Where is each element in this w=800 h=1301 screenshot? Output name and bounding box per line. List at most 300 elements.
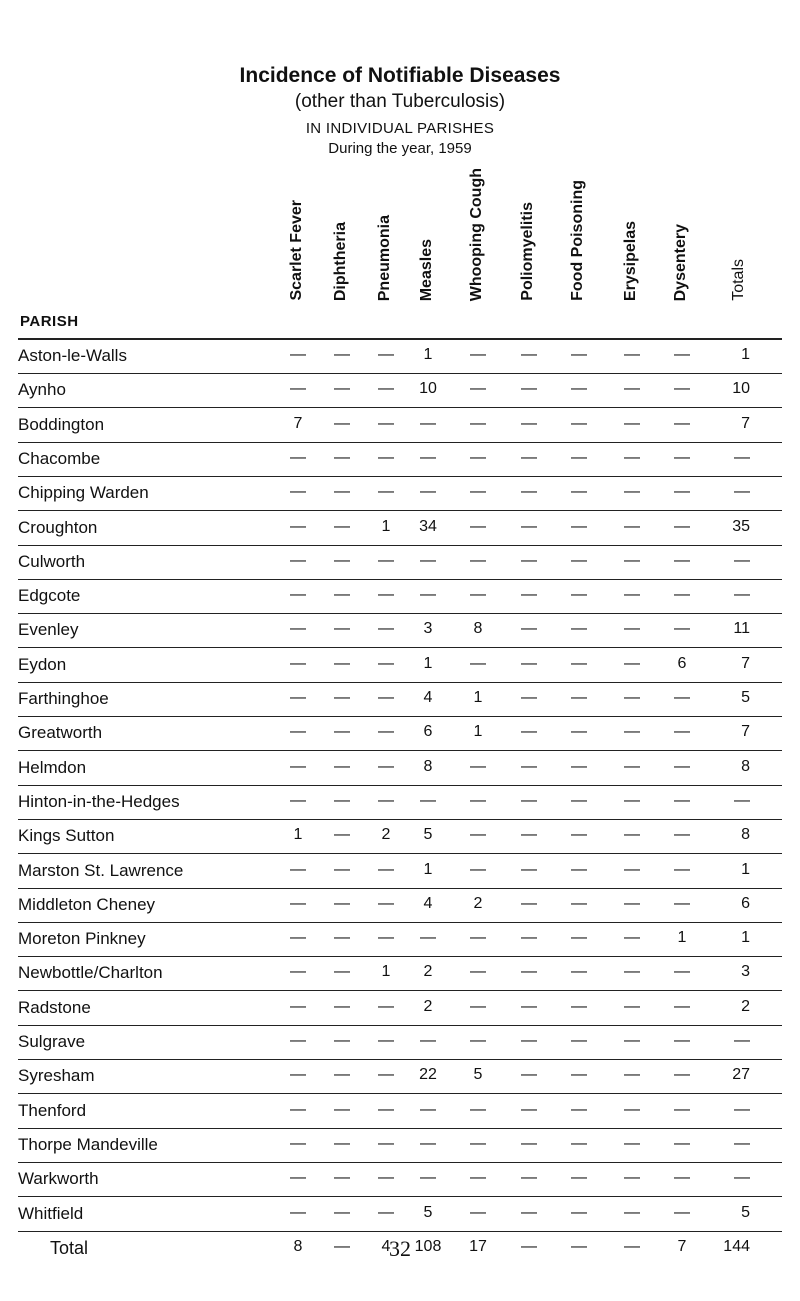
value-cell: — [334,791,350,809]
table-row [0,683,800,717]
value-cell: 1 [423,654,433,672]
value-cell: — [470,346,486,363]
period-heading: During the year, 1959 [328,140,472,157]
value-cell: — [521,1169,537,1187]
row-total-cell: — [734,1032,750,1049]
value-cell: — [571,894,587,912]
parish-column-header: PARISH [20,313,79,330]
row-total-cell: 11 [733,620,750,638]
value-cell: — [290,791,306,809]
row-total-cell: 27 [732,1066,750,1084]
value-cell: — [378,860,394,878]
value-cell: — [334,414,350,432]
value-cell: 1 [473,689,483,706]
parish-name: Kings Sutton [18,826,115,846]
parish-name: Marston St. Lawrence [18,860,184,880]
value-cell: — [624,1032,640,1049]
value-cell: — [334,654,350,672]
value-cell: — [624,620,640,638]
value-cell: — [624,929,640,947]
parish-name: Thorpe Mandeville [18,1134,158,1154]
value-cell: — [378,929,394,947]
table-row [0,889,800,923]
value-cell: — [470,414,486,432]
parish-name: Greatworth [18,723,103,743]
value-cell: 1 [423,860,433,878]
value-cell: — [624,791,640,809]
table-row [0,340,800,374]
value-cell: 22 [419,1066,437,1084]
table-row [0,752,800,786]
value-cell: — [334,586,350,604]
value-cell: — [470,997,486,1015]
value-cell: — [334,448,350,466]
table-row [0,614,800,648]
value-cell: — [470,551,486,569]
value-cell: — [571,757,587,775]
value-cell: — [674,1203,690,1221]
value-cell: — [470,380,486,398]
value-cell: 5 [423,1203,433,1221]
table-row [0,1198,800,1232]
row-total-cell: 1 [741,346,750,363]
value-cell: — [290,689,306,706]
row-total-cell: 8 [741,757,750,775]
parish-name: Evenley [18,620,79,640]
table-row [0,1060,800,1094]
value-cell: — [521,380,537,398]
value-cell: — [470,791,486,809]
table-row [0,580,800,614]
value-cell: — [290,346,306,363]
parish-name: Helmdon [18,757,87,777]
value-cell: — [624,586,640,604]
value-cell: — [420,1169,436,1187]
value-cell: — [420,791,436,809]
value-cell: — [571,551,587,569]
value-cell: — [624,1134,640,1152]
parish-name: Thenford [18,1100,87,1120]
value-cell: — [334,963,350,981]
column-header-7: Erysipelas [622,220,639,301]
table-row [0,1026,800,1060]
value-cell: — [378,414,394,432]
value-cell: — [334,1032,350,1049]
value-cell: — [674,1066,690,1084]
value-cell: — [571,620,587,638]
value-cell: — [674,517,690,535]
value-cell: — [470,517,486,535]
value-cell: 8 [473,620,483,638]
table-row [0,1095,800,1129]
value-cell: — [378,483,394,501]
value-cell: — [290,723,306,741]
value-cell: — [674,1134,690,1152]
value-cell: 5 [473,1066,483,1084]
value-cell: — [571,654,587,672]
value-cell: — [378,654,394,672]
value-cell: — [378,997,394,1015]
value-cell: — [334,1134,350,1152]
parish-name: Chipping Warden [18,483,149,503]
value-cell: — [674,997,690,1015]
table-row [0,374,800,408]
value-cell: — [378,551,394,569]
parish-name: Middleton Cheney [18,894,156,914]
value-cell: — [420,448,436,466]
parish-name: Farthinghoe [18,689,109,708]
parish-name: Warkworth [18,1169,99,1189]
value-cell: — [290,997,306,1015]
value-cell: — [420,1032,436,1049]
value-cell: — [521,757,537,775]
table-row [0,855,800,889]
table-row [0,649,800,683]
table-row [0,992,800,1026]
value-cell: — [290,1134,306,1152]
value-cell: — [470,586,486,604]
value-cell: — [624,1066,640,1084]
value-cell: — [378,791,394,809]
row-total-cell: — [734,1134,750,1152]
value-cell: — [624,1169,640,1187]
value-cell: — [624,826,640,844]
value-cell: — [674,894,690,912]
value-cell: — [521,346,537,363]
value-cell: — [674,346,690,363]
value-cell: — [290,929,306,947]
value-cell: — [624,963,640,981]
value-cell: — [334,860,350,878]
row-total-cell: — [734,1100,750,1118]
column-header-2: Pneumonia [376,214,393,301]
row-total-cell: 7 [741,414,750,432]
value-cell: — [624,689,640,706]
value-cell: — [334,1237,350,1255]
value-cell: — [378,689,394,706]
value-cell: — [571,1237,587,1255]
value-cell: 4 [381,1237,391,1255]
value-cell: — [521,1066,537,1084]
value-cell: — [290,860,306,878]
value-cell: — [334,517,350,535]
table-row [0,1129,800,1163]
row-total-cell: 6 [741,894,750,912]
value-cell: — [521,826,537,844]
value-cell: — [290,1169,306,1187]
value-cell: — [290,1066,306,1084]
value-cell: — [521,723,537,741]
value-cell: — [674,1032,690,1049]
value-cell: — [470,1203,486,1221]
parish-name: Hinton-in-the-Hedges [18,791,180,811]
value-cell: — [674,586,690,604]
value-cell: — [624,380,640,398]
row-total-cell: 5 [741,689,750,706]
value-cell: — [521,448,537,466]
value-cell: — [378,380,394,398]
value-cell: — [674,757,690,775]
value-cell: — [521,1032,537,1049]
value-cell: — [571,517,587,535]
parish-name: Eydon [18,654,67,674]
row-total-cell: — [734,551,750,569]
value-cell: — [290,963,306,981]
value-cell: — [470,860,486,878]
value-cell: — [674,860,690,878]
column-header-1: Diphtheria [332,221,349,301]
value-cell: — [290,757,306,775]
scope-heading: IN INDIVIDUAL PARISHES [305,120,495,137]
value-cell: 17 [469,1237,487,1255]
value-cell: — [624,483,640,501]
value-cell: — [571,860,587,878]
table-row [0,409,800,443]
value-cell: — [571,1100,587,1118]
value-cell: — [470,483,486,501]
value-cell: — [674,620,690,638]
page-title: Incidence of Notifiable Diseases [239,64,561,87]
value-cell: — [290,654,306,672]
table-row [0,820,800,854]
value-cell: — [624,894,640,912]
value-cell: — [334,1100,350,1118]
table-row [0,512,800,546]
value-cell: — [674,483,690,501]
value-cell: — [420,586,436,604]
column-header-4: Whooping Cough [468,167,485,301]
table-row [0,546,800,580]
value-cell: — [470,1100,486,1118]
value-cell: — [624,654,640,672]
value-cell: — [378,448,394,466]
parish-name: Edgcote [18,586,81,606]
value-cell: — [674,1100,690,1118]
value-cell: — [470,1134,486,1152]
row-total-cell: 1 [741,860,750,878]
row-total-cell: 5 [741,1203,750,1221]
value-cell: — [571,483,587,501]
value-cell: — [571,414,587,432]
row-total-cell: 7 [741,654,750,672]
value-cell: — [674,380,690,398]
value-cell: — [378,757,394,775]
value-cell: — [290,380,306,398]
value-cell: — [521,517,537,535]
column-header-9: Totals [730,259,747,301]
value-cell: — [521,1100,537,1118]
value-cell: — [290,1032,306,1049]
value-cell: — [674,791,690,809]
value-cell: — [571,1066,587,1084]
value-cell: — [571,723,587,741]
value-cell: — [571,448,587,466]
value-cell: — [334,1066,350,1084]
value-cell: — [378,1134,394,1152]
row-total-cell: 8 [741,826,750,844]
value-cell: — [674,551,690,569]
value-cell: — [290,894,306,912]
value-cell: — [378,586,394,604]
value-cell: — [378,723,394,741]
value-cell: — [290,448,306,466]
value-cell: — [334,826,350,844]
parish-name: Moreton Pinkney [18,929,146,949]
value-cell: — [334,723,350,741]
value-cell: — [334,346,350,363]
parish-name: Aynho [18,380,66,400]
value-cell: — [470,826,486,844]
row-total-cell: — [734,791,750,809]
row-total-cell: 2 [741,997,750,1015]
parish-name: Whitfield [18,1203,84,1223]
value-cell: — [674,689,690,706]
value-cell: 2 [381,826,391,844]
value-cell: — [470,757,486,775]
value-cell: — [624,414,640,432]
table-row [0,443,800,477]
parish-name: Radstone [18,997,91,1017]
value-cell: — [521,1134,537,1152]
value-cell: — [290,483,306,501]
value-cell: — [674,414,690,432]
column-header-3: Measles [418,238,435,301]
table-row [0,717,800,751]
value-cell: — [420,414,436,432]
value-cell: — [674,963,690,981]
table-row [0,786,800,820]
value-cell: — [571,791,587,809]
value-cell: — [521,620,537,638]
value-cell: 1 [473,723,483,741]
value-cell: — [571,1203,587,1221]
value-cell: 7 [293,414,303,432]
value-cell: — [334,997,350,1015]
row-total-cell: 7 [741,723,750,741]
value-cell: 8 [423,757,433,775]
total-label: Total [50,1237,89,1258]
value-cell: — [624,1237,640,1255]
parish-name: Aston-le-Walls [18,346,127,365]
value-cell: — [624,757,640,775]
value-cell: — [571,826,587,844]
value-cell: — [571,380,587,398]
value-cell: — [624,517,640,535]
value-cell: — [378,620,394,638]
value-cell: — [571,963,587,981]
value-cell: 8 [293,1237,303,1255]
value-cell: — [378,1032,394,1049]
value-cell: — [290,586,306,604]
parish-name: Culworth [18,551,86,571]
parish-name: Syresham [18,1066,95,1086]
value-cell: — [674,826,690,844]
value-cell: — [334,1169,350,1187]
value-cell: — [290,1203,306,1221]
value-cell: — [674,723,690,741]
value-cell: — [334,1203,350,1221]
value-cell: 7 [677,1237,687,1255]
value-cell: — [290,551,306,569]
table-row [0,477,800,511]
value-cell: — [624,1203,640,1221]
value-cell: 4 [423,689,433,706]
value-cell: — [470,963,486,981]
value-cell: — [334,380,350,398]
value-cell: — [521,997,537,1015]
value-cell: — [470,1169,486,1187]
value-cell: — [624,723,640,741]
page-number: 32 [389,1236,411,1261]
parish-name: Sulgrave [18,1032,86,1051]
column-header-0: Scarlet Fever [288,200,305,301]
row-total-cell: 1 [741,929,750,947]
row-total-cell: 144 [723,1237,750,1255]
value-cell: — [420,1134,436,1152]
value-cell: — [290,620,306,638]
value-cell: 1 [293,826,303,844]
value-cell: — [420,551,436,569]
page-subtitle: (other than Tuberculosis) [294,91,506,112]
value-cell: — [521,586,537,604]
value-cell: — [571,689,587,706]
value-cell: 1 [423,346,433,363]
parish-name: Chacombe [18,448,101,468]
value-cell: — [378,1169,394,1187]
value-cell: — [334,551,350,569]
value-cell: 1 [381,517,391,535]
row-total-cell: 35 [732,517,750,535]
value-cell: — [674,448,690,466]
value-cell: — [470,1032,486,1049]
value-cell: — [420,1100,436,1118]
value-cell: — [334,689,350,706]
value-cell: — [624,1100,640,1118]
value-cell: 3 [423,620,433,638]
value-cell: — [521,894,537,912]
value-cell: — [334,483,350,501]
value-cell: — [334,929,350,947]
value-cell: — [571,1134,587,1152]
value-cell: — [521,860,537,878]
value-cell: 2 [473,894,483,912]
value-cell: — [290,1100,306,1118]
value-cell: — [470,448,486,466]
value-cell: — [378,1066,394,1084]
value-cell: — [334,894,350,912]
value-cell: — [674,1169,690,1187]
column-header-5: Poliomyelitis [519,202,536,301]
row-total-cell: — [734,1169,750,1187]
table-row [0,957,800,991]
value-cell: — [571,346,587,363]
value-cell: 6 [423,723,433,741]
value-cell: 10 [419,380,437,398]
value-cell: — [378,346,394,363]
value-cell: — [378,1203,394,1221]
row-total-cell: — [734,483,750,501]
value-cell: — [378,894,394,912]
column-header-8: Dysentery [672,223,689,301]
value-cell: — [470,654,486,672]
value-cell: — [521,483,537,501]
value-cell: — [521,963,537,981]
value-cell: — [334,620,350,638]
value-cell: — [624,860,640,878]
value-cell: — [521,1203,537,1221]
value-cell: 1 [381,963,391,981]
value-cell: 2 [423,963,433,981]
